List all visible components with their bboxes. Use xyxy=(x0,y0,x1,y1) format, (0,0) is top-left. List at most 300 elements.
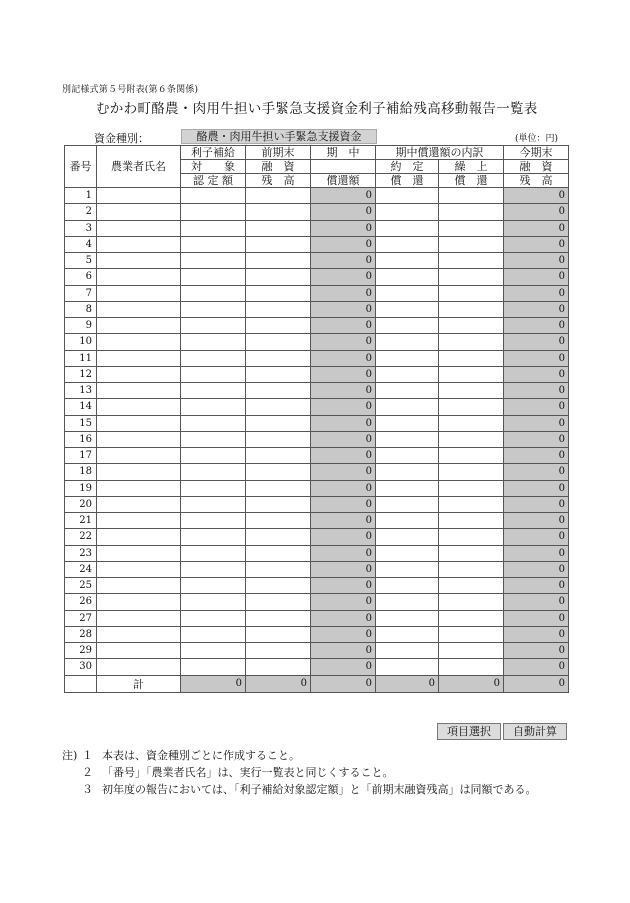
table-row xyxy=(65,513,569,529)
header-subsidy-1: 利子補給 xyxy=(181,146,246,160)
report-table xyxy=(64,145,569,693)
mid-repayment-cell: 0 xyxy=(311,383,376,399)
current-balance-cell: 0 xyxy=(504,220,569,236)
row-number: 12 xyxy=(65,366,97,382)
row-number: 21 xyxy=(65,513,97,529)
early-repayment-cell[interactable] xyxy=(439,318,504,334)
current-balance-cell: 0 xyxy=(504,415,569,431)
total-subsidy: 0 xyxy=(181,675,246,692)
early-repayment-cell[interactable] xyxy=(439,594,504,610)
mid-repayment-cell: 0 xyxy=(311,594,376,610)
mid-repayment-cell: 0 xyxy=(311,431,376,447)
table-row xyxy=(65,578,569,594)
row-number: 28 xyxy=(65,626,97,642)
note-1 xyxy=(62,747,537,764)
prev-balance-cell[interactable] xyxy=(246,659,311,675)
prev-balance-cell[interactable] xyxy=(246,236,311,252)
prev-balance-cell[interactable] xyxy=(246,301,311,317)
table-row xyxy=(65,285,569,301)
farmer-name-cell[interactable] xyxy=(97,513,181,529)
mid-repayment-cell: 0 xyxy=(311,350,376,366)
prev-balance-cell[interactable] xyxy=(246,496,311,512)
current-balance-cell: 0 xyxy=(504,253,569,269)
prev-balance-cell[interactable] xyxy=(246,399,311,415)
farmer-name-cell[interactable] xyxy=(97,578,181,594)
mid-repayment-cell: 0 xyxy=(311,496,376,512)
header-early-1: 繰 上 xyxy=(439,160,504,174)
mid-repayment-cell: 0 xyxy=(311,236,376,252)
subsidy-amount-cell[interactable] xyxy=(181,643,246,659)
auto-calc-button[interactable]: 自動計算 xyxy=(503,723,567,740)
fixed-repayment-cell[interactable] xyxy=(376,659,439,675)
table-row xyxy=(65,561,569,577)
farmer-name-cell[interactable] xyxy=(97,318,181,334)
subsidy-amount-cell[interactable] xyxy=(181,269,246,285)
subsidy-amount-cell[interactable] xyxy=(181,480,246,496)
current-balance-cell: 0 xyxy=(504,480,569,496)
total-mid: 0 xyxy=(311,675,376,692)
prev-balance-cell[interactable] xyxy=(246,578,311,594)
row-number: 17 xyxy=(65,448,97,464)
prev-balance-cell[interactable] xyxy=(246,188,311,204)
current-balance-cell: 0 xyxy=(504,383,569,399)
prev-balance-cell[interactable] xyxy=(246,480,311,496)
table-row xyxy=(65,610,569,626)
early-repayment-cell[interactable] xyxy=(439,578,504,594)
subsidy-amount-cell[interactable] xyxy=(181,561,246,577)
subsidy-amount-cell[interactable] xyxy=(181,610,246,626)
note-text: 「番号」「農業者氏名」は、実行一覧表と同じくすること。 xyxy=(102,766,394,779)
fixed-repayment-cell[interactable] xyxy=(376,301,439,317)
early-repayment-cell[interactable] xyxy=(439,464,504,480)
table-row xyxy=(65,383,569,399)
farmer-name-cell[interactable] xyxy=(97,383,181,399)
total-row xyxy=(65,675,569,692)
early-repayment-cell[interactable] xyxy=(439,366,504,382)
total-early: 0 xyxy=(439,675,504,692)
current-balance-cell: 0 xyxy=(504,366,569,382)
early-repayment-cell[interactable] xyxy=(439,350,504,366)
early-repayment-cell[interactable] xyxy=(439,204,504,220)
prev-balance-cell[interactable] xyxy=(246,285,311,301)
prev-balance-cell[interactable] xyxy=(246,529,311,545)
subsidy-amount-cell[interactable] xyxy=(181,496,246,512)
row-number: 15 xyxy=(65,415,97,431)
farmer-name-cell[interactable] xyxy=(97,253,181,269)
fixed-repayment-cell[interactable] xyxy=(376,204,439,220)
current-balance-cell: 0 xyxy=(504,350,569,366)
fixed-repayment-cell[interactable] xyxy=(376,480,439,496)
table-row xyxy=(65,334,569,350)
farmer-name-cell[interactable] xyxy=(97,204,181,220)
current-balance-cell: 0 xyxy=(504,448,569,464)
current-balance-cell: 0 xyxy=(504,204,569,220)
fixed-repayment-cell[interactable] xyxy=(376,383,439,399)
early-repayment-cell[interactable] xyxy=(439,285,504,301)
early-repayment-cell[interactable] xyxy=(439,545,504,561)
prev-balance-cell[interactable] xyxy=(246,269,311,285)
mid-repayment-cell: 0 xyxy=(311,318,376,334)
total-label: 計 xyxy=(97,675,181,692)
fund-type-row xyxy=(94,129,566,144)
item-select-button[interactable]: 項目選択 xyxy=(437,723,501,740)
mid-repayment-cell: 0 xyxy=(311,529,376,545)
table-row xyxy=(65,496,569,512)
fixed-repayment-cell[interactable] xyxy=(376,594,439,610)
fixed-repayment-cell[interactable] xyxy=(376,529,439,545)
early-repayment-cell[interactable] xyxy=(439,513,504,529)
early-repayment-cell[interactable] xyxy=(439,253,504,269)
early-repayment-cell[interactable] xyxy=(439,529,504,545)
row-number: 23 xyxy=(65,545,97,561)
header-breakdown: 期中償還額の内訳 xyxy=(376,146,504,160)
prev-balance-cell[interactable] xyxy=(246,366,311,382)
mid-repayment-cell: 0 xyxy=(311,561,376,577)
note-mark: 注) xyxy=(62,749,78,762)
subsidy-amount-cell[interactable] xyxy=(181,448,246,464)
prev-balance-cell[interactable] xyxy=(246,643,311,659)
subsidy-amount-cell[interactable] xyxy=(181,285,246,301)
prev-balance-cell[interactable] xyxy=(246,545,311,561)
prev-balance-cell[interactable] xyxy=(246,415,311,431)
mid-repayment-cell: 0 xyxy=(311,285,376,301)
current-balance-cell: 0 xyxy=(504,318,569,334)
early-repayment-cell[interactable] xyxy=(439,448,504,464)
table-row xyxy=(65,464,569,480)
subsidy-amount-cell[interactable] xyxy=(181,334,246,350)
mid-repayment-cell: 0 xyxy=(311,188,376,204)
prev-balance-cell[interactable] xyxy=(246,318,311,334)
farmer-name-cell[interactable] xyxy=(97,561,181,577)
prev-balance-cell[interactable] xyxy=(246,253,311,269)
subsidy-amount-cell[interactable] xyxy=(181,253,246,269)
row-number: 5 xyxy=(65,253,97,269)
mid-repayment-cell: 0 xyxy=(311,253,376,269)
table-body xyxy=(65,188,569,676)
fixed-repayment-cell[interactable] xyxy=(376,220,439,236)
prev-balance-cell[interactable] xyxy=(246,350,311,366)
mid-repayment-cell: 0 xyxy=(311,626,376,642)
note-number: １ xyxy=(82,749,93,762)
mid-repayment-cell: 0 xyxy=(311,220,376,236)
fixed-repayment-cell[interactable] xyxy=(376,350,439,366)
farmer-name-cell[interactable] xyxy=(97,399,181,415)
early-repayment-cell[interactable] xyxy=(439,383,504,399)
subsidy-amount-cell[interactable] xyxy=(181,318,246,334)
row-number: 6 xyxy=(65,269,97,285)
farmer-name-cell[interactable] xyxy=(97,626,181,642)
current-balance-cell: 0 xyxy=(504,236,569,252)
fixed-repayment-cell[interactable] xyxy=(376,269,439,285)
total-blank xyxy=(65,675,97,692)
subsidy-amount-cell[interactable] xyxy=(181,415,246,431)
header-current-1: 今期末 xyxy=(504,146,569,160)
header-mid-2 xyxy=(311,160,376,174)
row-number: 8 xyxy=(65,301,97,317)
note-number: ２ xyxy=(82,766,93,779)
current-balance-cell: 0 xyxy=(504,626,569,642)
prev-balance-cell[interactable] xyxy=(246,383,311,399)
farmer-name-cell[interactable] xyxy=(97,366,181,382)
early-repayment-cell[interactable] xyxy=(439,610,504,626)
form-reference: 別記様式第５号附表(第６条関係) xyxy=(62,85,199,95)
current-balance-cell: 0 xyxy=(504,659,569,675)
row-number: 11 xyxy=(65,350,97,366)
subsidy-amount-cell[interactable] xyxy=(181,659,246,675)
farmer-name-cell[interactable] xyxy=(97,545,181,561)
fixed-repayment-cell[interactable] xyxy=(376,415,439,431)
subsidy-amount-cell[interactable] xyxy=(181,513,246,529)
early-repayment-cell[interactable] xyxy=(439,626,504,642)
mid-repayment-cell: 0 xyxy=(311,610,376,626)
row-number: 2 xyxy=(65,204,97,220)
current-balance-cell: 0 xyxy=(504,643,569,659)
header-current-2: 融 資 xyxy=(504,160,569,174)
table-row xyxy=(65,220,569,236)
row-number: 19 xyxy=(65,480,97,496)
fixed-repayment-cell[interactable] xyxy=(376,253,439,269)
prev-balance-cell[interactable] xyxy=(246,334,311,350)
table-row xyxy=(65,236,569,252)
current-balance-cell: 0 xyxy=(504,301,569,317)
fixed-repayment-cell[interactable] xyxy=(376,399,439,415)
row-number: 25 xyxy=(65,578,97,594)
farmer-name-cell[interactable] xyxy=(97,529,181,545)
farmer-name-cell[interactable] xyxy=(97,269,181,285)
row-number: 16 xyxy=(65,431,97,447)
prev-balance-cell[interactable] xyxy=(246,220,311,236)
table-row xyxy=(65,204,569,220)
table-row xyxy=(65,448,569,464)
mid-repayment-cell: 0 xyxy=(311,448,376,464)
current-balance-cell: 0 xyxy=(504,334,569,350)
mid-repayment-cell: 0 xyxy=(311,464,376,480)
fixed-repayment-cell[interactable] xyxy=(376,334,439,350)
subsidy-amount-cell[interactable] xyxy=(181,399,246,415)
row-number: 4 xyxy=(65,236,97,252)
early-repayment-cell[interactable] xyxy=(439,334,504,350)
note-2 xyxy=(62,764,537,781)
subsidy-amount-cell[interactable] xyxy=(181,220,246,236)
table-row xyxy=(65,431,569,447)
table-row xyxy=(65,626,569,642)
early-repayment-cell[interactable] xyxy=(439,220,504,236)
prev-balance-cell[interactable] xyxy=(246,594,311,610)
header-fixed-1: 約 定 xyxy=(376,160,439,174)
table-row xyxy=(65,643,569,659)
fixed-repayment-cell[interactable] xyxy=(376,448,439,464)
fund-type-select[interactable]: 酪農・肉用牛担い手緊急支援資金 xyxy=(181,129,377,144)
table-row xyxy=(65,366,569,382)
early-repayment-cell[interactable] xyxy=(439,415,504,431)
farmer-name-cell[interactable] xyxy=(97,334,181,350)
mid-repayment-cell: 0 xyxy=(311,480,376,496)
early-repayment-cell[interactable] xyxy=(439,659,504,675)
prev-balance-cell[interactable] xyxy=(246,464,311,480)
current-balance-cell: 0 xyxy=(504,496,569,512)
fixed-repayment-cell[interactable] xyxy=(376,285,439,301)
early-repayment-cell[interactable] xyxy=(439,188,504,204)
row-number: 26 xyxy=(65,594,97,610)
subsidy-amount-cell[interactable] xyxy=(181,594,246,610)
current-balance-cell: 0 xyxy=(504,545,569,561)
early-repayment-cell[interactable] xyxy=(439,269,504,285)
early-repayment-cell[interactable] xyxy=(439,561,504,577)
notes xyxy=(62,747,537,798)
prev-balance-cell[interactable] xyxy=(246,610,311,626)
prev-balance-cell[interactable] xyxy=(246,513,311,529)
mid-repayment-cell: 0 xyxy=(311,578,376,594)
header-current-3: 残 高 xyxy=(504,174,569,188)
early-repayment-cell[interactable] xyxy=(439,399,504,415)
row-number: 3 xyxy=(65,220,97,236)
row-number: 22 xyxy=(65,529,97,545)
header-subsidy-2: 対 象 xyxy=(181,160,246,174)
header-farmer-name: 農業者氏名 xyxy=(97,146,181,188)
early-repayment-cell[interactable] xyxy=(439,643,504,659)
fixed-repayment-cell[interactable] xyxy=(376,578,439,594)
note-number: ３ xyxy=(82,783,93,796)
current-balance-cell: 0 xyxy=(504,513,569,529)
fixed-repayment-cell[interactable] xyxy=(376,236,439,252)
fixed-repayment-cell[interactable] xyxy=(376,513,439,529)
farmer-name-cell[interactable] xyxy=(97,301,181,317)
subsidy-amount-cell[interactable] xyxy=(181,578,246,594)
mid-repayment-cell: 0 xyxy=(311,334,376,350)
fixed-repayment-cell[interactable] xyxy=(376,610,439,626)
fixed-repayment-cell[interactable] xyxy=(376,318,439,334)
subsidy-amount-cell[interactable] xyxy=(181,236,246,252)
row-number: 10 xyxy=(65,334,97,350)
early-repayment-cell[interactable] xyxy=(439,496,504,512)
fixed-repayment-cell[interactable] xyxy=(376,545,439,561)
prev-balance-cell[interactable] xyxy=(246,204,311,220)
fixed-repayment-cell[interactable] xyxy=(376,626,439,642)
prev-balance-cell[interactable] xyxy=(246,626,311,642)
row-number: 30 xyxy=(65,659,97,675)
row-number: 24 xyxy=(65,561,97,577)
subsidy-amount-cell[interactable] xyxy=(181,464,246,480)
header-no: 番号 xyxy=(65,146,97,188)
farmer-name-cell[interactable] xyxy=(97,431,181,447)
row-number: 14 xyxy=(65,399,97,415)
table-row xyxy=(65,318,569,334)
current-balance-cell: 0 xyxy=(504,269,569,285)
early-repayment-cell[interactable] xyxy=(439,480,504,496)
farmer-name-cell[interactable] xyxy=(97,448,181,464)
farmer-name-cell[interactable] xyxy=(97,659,181,675)
row-number: 20 xyxy=(65,496,97,512)
subsidy-amount-cell[interactable] xyxy=(181,366,246,382)
prev-balance-cell[interactable] xyxy=(246,448,311,464)
farmer-name-cell[interactable] xyxy=(97,496,181,512)
fixed-repayment-cell[interactable] xyxy=(376,431,439,447)
fixed-repayment-cell[interactable] xyxy=(376,464,439,480)
table-row xyxy=(65,350,569,366)
farmer-name-cell[interactable] xyxy=(97,220,181,236)
row-number: 9 xyxy=(65,318,97,334)
table-row xyxy=(65,253,569,269)
fixed-repayment-cell[interactable] xyxy=(376,496,439,512)
current-balance-cell: 0 xyxy=(504,594,569,610)
header-prev-1: 前期末 xyxy=(246,146,311,160)
current-balance-cell: 0 xyxy=(504,529,569,545)
fixed-repayment-cell[interactable] xyxy=(376,561,439,577)
total-prev: 0 xyxy=(246,675,311,692)
table-row xyxy=(65,301,569,317)
mid-repayment-cell: 0 xyxy=(311,269,376,285)
row-number: 29 xyxy=(65,643,97,659)
mid-repayment-cell: 0 xyxy=(311,545,376,561)
current-balance-cell: 0 xyxy=(504,610,569,626)
note-text: 本表は、資金種別ごとに作成すること。 xyxy=(102,749,300,762)
row-number: 7 xyxy=(65,285,97,301)
header-prev-2: 融 資 xyxy=(246,160,311,174)
subsidy-amount-cell[interactable] xyxy=(181,626,246,642)
farmer-name-cell[interactable] xyxy=(97,285,181,301)
header-prev-3: 残 高 xyxy=(246,174,311,188)
note-text: 初年度の報告においては、「利子補給対象認定額」と「前期末融資残高」は同額である。 xyxy=(102,783,537,796)
fixed-repayment-cell[interactable] xyxy=(376,366,439,382)
subsidy-amount-cell[interactable] xyxy=(181,545,246,561)
subsidy-amount-cell[interactable] xyxy=(181,529,246,545)
farmer-name-cell[interactable] xyxy=(97,415,181,431)
mid-repayment-cell: 0 xyxy=(311,659,376,675)
mid-repayment-cell: 0 xyxy=(311,366,376,382)
table-row xyxy=(65,529,569,545)
subsidy-amount-cell[interactable] xyxy=(181,301,246,317)
farmer-name-cell[interactable] xyxy=(97,610,181,626)
early-repayment-cell[interactable] xyxy=(439,431,504,447)
current-balance-cell: 0 xyxy=(504,188,569,204)
table-row xyxy=(65,659,569,675)
farmer-name-cell[interactable] xyxy=(97,188,181,204)
subsidy-amount-cell[interactable] xyxy=(181,383,246,399)
early-repayment-cell[interactable] xyxy=(439,301,504,317)
subsidy-amount-cell[interactable] xyxy=(181,431,246,447)
subsidy-amount-cell[interactable] xyxy=(181,350,246,366)
prev-balance-cell[interactable] xyxy=(246,561,311,577)
farmer-name-cell[interactable] xyxy=(97,480,181,496)
prev-balance-cell[interactable] xyxy=(246,431,311,447)
mid-repayment-cell: 0 xyxy=(311,399,376,415)
note-3 xyxy=(62,781,537,798)
farmer-name-cell[interactable] xyxy=(97,236,181,252)
header-mid-3: 償還額 xyxy=(311,174,376,188)
table-row xyxy=(65,188,569,204)
row-number: 18 xyxy=(65,464,97,480)
table-row xyxy=(65,480,569,496)
subsidy-amount-cell[interactable] xyxy=(181,204,246,220)
current-balance-cell: 0 xyxy=(504,464,569,480)
total-fixed: 0 xyxy=(376,675,439,692)
subsidy-amount-cell[interactable] xyxy=(181,188,246,204)
mid-repayment-cell: 0 xyxy=(311,301,376,317)
fixed-repayment-cell[interactable] xyxy=(376,643,439,659)
farmer-name-cell[interactable] xyxy=(97,464,181,480)
farmer-name-cell[interactable] xyxy=(97,643,181,659)
header-fixed-2: 償 還 xyxy=(376,174,439,188)
mid-repayment-cell: 0 xyxy=(311,513,376,529)
fixed-repayment-cell[interactable] xyxy=(376,188,439,204)
current-balance-cell: 0 xyxy=(504,578,569,594)
farmer-name-cell[interactable] xyxy=(97,594,181,610)
farmer-name-cell[interactable] xyxy=(97,350,181,366)
table-row xyxy=(65,269,569,285)
table-row xyxy=(65,594,569,610)
current-balance-cell: 0 xyxy=(504,431,569,447)
early-repayment-cell[interactable] xyxy=(439,236,504,252)
